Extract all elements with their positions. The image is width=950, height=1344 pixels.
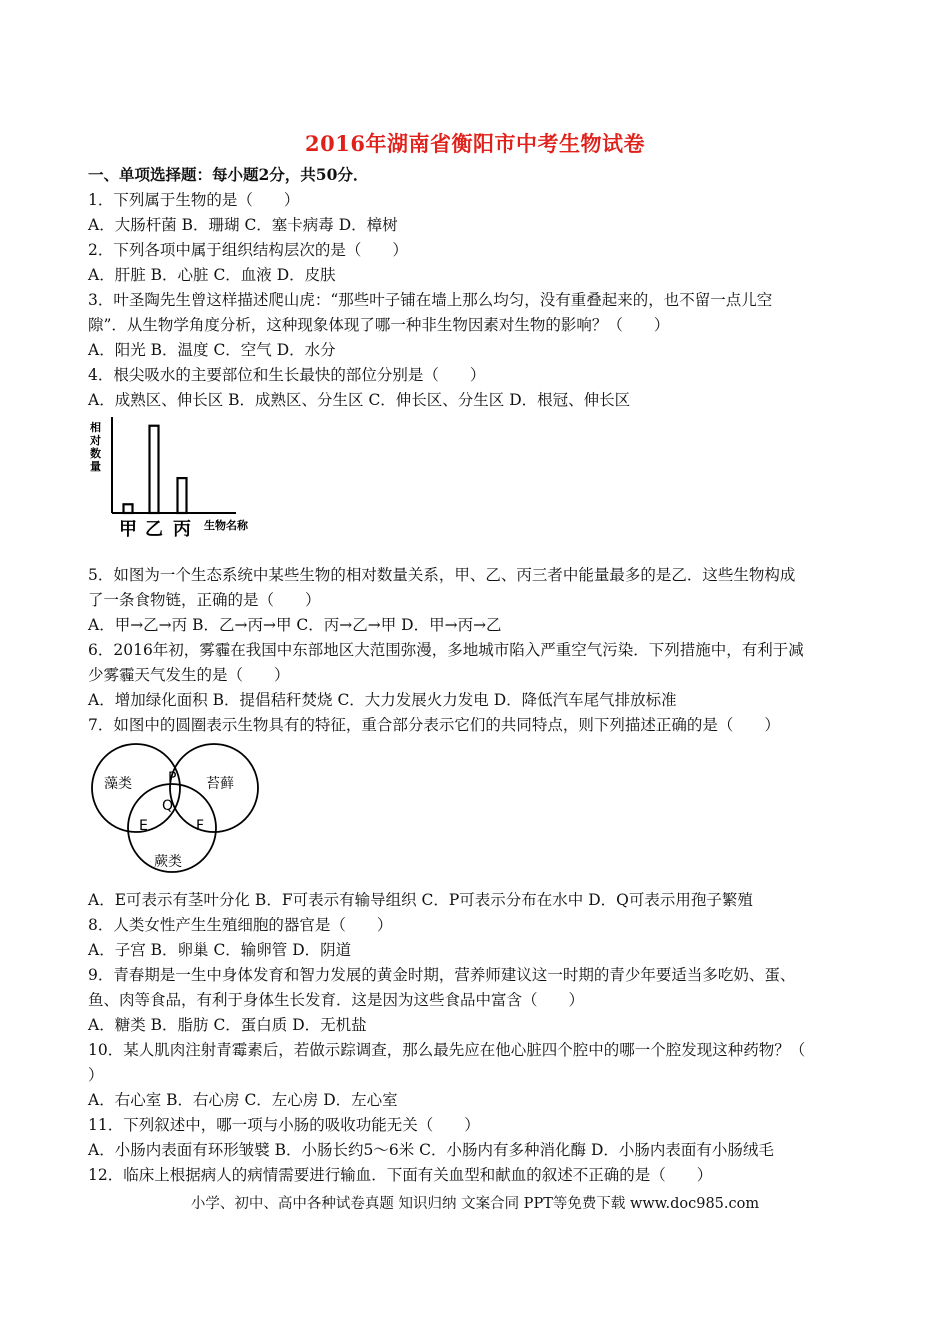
question-line: A．成熟区、伸长区 B．成熟区、分生区 C．伸长区、分生区 D．根冠、伸长区 [88, 391, 631, 409]
chart-bar [150, 426, 159, 513]
question-line: 少雾霾天气发生的是（ ） [88, 666, 290, 684]
question-line: 隙”．从生物学角度分析，这种现象体现了哪一种非生物因素对生物的影响？（ ） [88, 316, 670, 334]
question-line: 鱼、肉等食品，有利于身体生长发育．这是因为这些食品中富含（ ） [88, 991, 585, 1009]
question-line: 8．人类女性产生生殖细胞的器官是（ ） [88, 916, 393, 934]
chart-category-label: 甲 [119, 519, 137, 540]
venn-region-q: Q [162, 798, 174, 814]
question-line: 9．青春期是一生中身体发育和智力发展的黄金时期，营养师建议这一时期的青少年要适当多吃奶、蛋、 [88, 966, 796, 984]
question-line: A．E可表示有茎叶分化 B．F可表示有输导组织 C．P可表示分布在水中 D．Q可表示用孢子繁殖 [88, 891, 753, 909]
question-line: 3．叶圣陶先生曾这样描述爬山虎：“那些叶子铺在墙上那么均匀，没有重叠起来的，也不留一点儿空 [88, 291, 773, 309]
venn-label-algae: 藻类 [104, 776, 132, 792]
section-heading: 一、单项选择题：每小题2分，共50分． [88, 165, 369, 184]
page-footer: 小学、初中、高中各种试卷真题 知识归纳 文案合同 PPT等免费下载 www.doc985.com [190, 1196, 760, 1212]
question-line: 6．2016年初，雾霾在我国中东部地区大范围弥漫，多地城市陷入严重空气污染．下列措施中，有利于减 [88, 641, 804, 659]
bar-chart [86, 415, 276, 545]
chart-ylabel: 相对数量 [90, 421, 101, 473]
question-line: A．子宫 B．卵巢 C．输卵管 D．阴道 [88, 941, 352, 959]
venn-region-e: E [139, 818, 148, 834]
question-line: 了一条食物链，正确的是（ ） [88, 591, 321, 609]
chart-category-label: 乙 [145, 519, 163, 540]
question-line: A．增加绿化面积 B．提倡秸秆焚烧 C．大力发展火力发电 D．降低汽车尾气排放标准 [88, 691, 677, 709]
venn-label-fern: 蕨类 [154, 854, 182, 870]
question-line: A．甲→乙→丙 B．乙→丙→甲 C．丙→乙→甲 D．甲→丙→乙 [88, 616, 502, 634]
question-line: 12．临床上根据病人的病情需要进行输血．下面有关血型和献血的叙述不正确的是（ ） [88, 1166, 713, 1184]
venn-label-moss: 苔藓 [206, 776, 234, 792]
question-line: 10．某人肌肉注射青霉素后，若做示踪调查，那么最先应在他心脏四个腔中的哪一个腔发现这种药物？（ [88, 1041, 806, 1059]
chart-bar [124, 504, 133, 513]
question-line: 1．下列属于生物的是（ ） [88, 191, 300, 209]
question-line: A．大肠杆菌 B．珊瑚 C．塞卡病毒 D．樟树 [88, 216, 398, 234]
venn-region-p: P [168, 770, 177, 786]
question-line: ） [88, 1066, 104, 1084]
question-line: A．阳光 B．温度 C．空气 D．水分 [88, 341, 336, 359]
page-title: 2016年湖南省衡阳市中考生物试卷 [305, 131, 645, 156]
question-line: A．肝脏 B．心脏 C．血液 D．皮肤 [88, 266, 336, 284]
chart-category-label: 丙 [173, 519, 191, 540]
chart-bar [178, 478, 187, 513]
chart-xlabel: 生物名称 [204, 519, 248, 532]
question-line: A．小肠内表面有环形皱襞 B．小肠长约5～6米 C．小肠内有多种消化酶 D．小肠内表面有小肠绒毛 [88, 1141, 774, 1159]
question-line: 11．下列叙述中，哪一项与小肠的吸收功能无关（ ） [88, 1116, 480, 1134]
question-line: A．糖类 B．脂肪 C．蛋白质 D．无机盐 [88, 1016, 367, 1034]
question-line: 7．如图中的圆圈表示生物具有的特征，重合部分表示它们的共同特点，则下列描述正确的是（ ） [88, 716, 780, 734]
venn-region-f: F [196, 818, 205, 834]
question-line: 2．下列各项中属于组织结构层次的是（ ） [88, 241, 408, 259]
question-line: 4．根尖吸水的主要部位和生长最快的部位分别是（ ） [88, 366, 486, 384]
venn-diagram [86, 740, 266, 880]
question-line: A．右心室 B．右心房 C．左心房 D．左心室 [88, 1091, 398, 1109]
question-line: 5．如图为一个生态系统中某些生物的相对数量关系，甲、乙、丙三者中能量最多的是乙．这些生物构成 [88, 566, 796, 584]
